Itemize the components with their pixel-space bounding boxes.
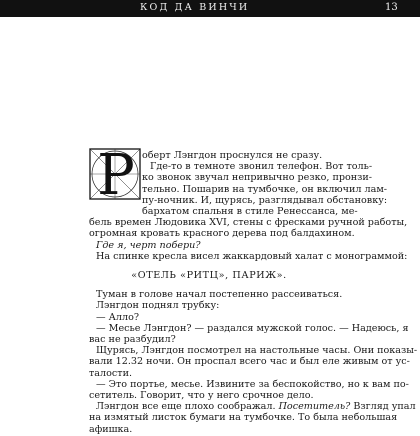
text-line: бархатом спальня в стиле Ренессанса, ме- [142, 206, 358, 217]
text-line: сетитель. Говорит, что у него срочное дело. [89, 390, 314, 401]
text-line: Лэнгдон поднял трубку: [96, 300, 220, 312]
text-line: Туман в голове начал постепенно рассеиваться. [96, 289, 343, 301]
italic-thought: Где я, черт побери? [96, 239, 201, 251]
hotel-monogram: «ОТЕЛЬ «РИТЦ», ПАРИЖ». [131, 270, 287, 281]
text-line [96, 240, 201, 252]
text-line: пу-ночник. И, щурясь, разглядывал обстановку: [142, 194, 388, 206]
running-title: КОД ДА ВИНЧИ [140, 2, 250, 13]
text-line: — Это портье, месье. Извините за беспокойство, но к вам по- [96, 378, 409, 390]
text-line: Щурясь, Лэнгдон посмотрел на настольные часы. Они показы- [96, 345, 418, 357]
dropcap-letter: Р [97, 148, 135, 200]
text-span: Взгляд упал [350, 401, 416, 413]
text-line: — Алло? [96, 311, 140, 323]
text-line: вас не разбудил? [89, 334, 176, 345]
text-line: тельно. Пошарив на тумбочке, он включил лам- [142, 183, 388, 195]
italic-word: Посетитель? [278, 401, 351, 413]
text-span: Лэнгдон все еще плохо соображал. [96, 401, 279, 413]
text-line: Где-то в темноте звонил телефон. Вот толь- [150, 161, 373, 173]
text-line: бель времен Людовика XVI, стены с фресками ручной работы, [89, 217, 408, 229]
text-line: талости. [89, 367, 133, 379]
dropcap-ornament [89, 148, 141, 200]
running-header [0, 0, 420, 17]
text-line [96, 401, 416, 413]
text-line: оберт Лэнгдон проснулся не сразу. [142, 150, 323, 161]
page-number: 13 [385, 2, 398, 13]
text-line: На спинке кресла висел жаккардовый халат с монограммой: [96, 250, 408, 262]
text-line: огромная кровать красного дерева под балдахином. [89, 228, 355, 240]
text-line: ко звонок звучал непривычно резко, пронзи- [142, 172, 373, 184]
text-line: афишка. [89, 423, 133, 435]
text-line: на измятый листок бумаги на тумбочке. То была небольшая [89, 412, 398, 424]
text-line: вали 12.32 ночи. Он проспал всего час и был еле живым от ус- [89, 356, 410, 368]
text-line: — Месье Лэнгдон? — раздался мужской голос. — Надеюсь, я [96, 322, 409, 334]
